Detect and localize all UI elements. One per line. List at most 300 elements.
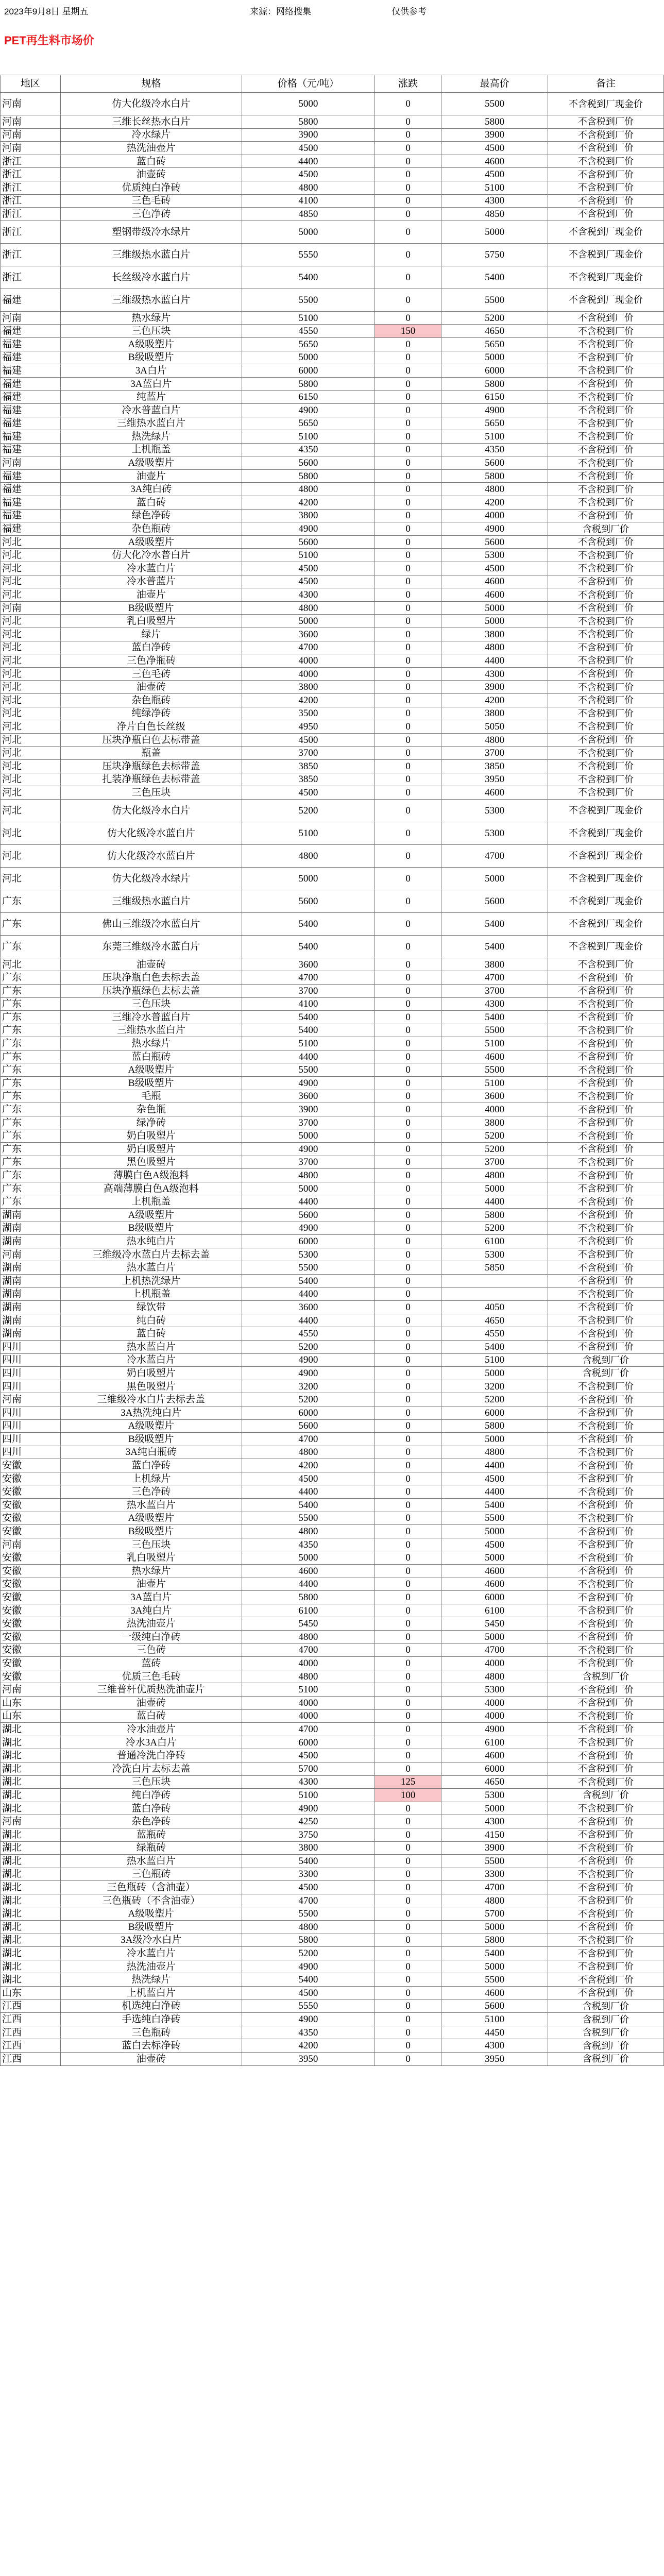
cell-remark: 不含税到厂价 xyxy=(548,1565,663,1578)
table-row xyxy=(1,1921,664,1934)
cell-region: 河北 xyxy=(1,681,61,694)
cell-region: 河北 xyxy=(1,786,61,800)
cell-price: 5200 xyxy=(242,799,374,822)
cell-spec: 三维级热水蓝白片 xyxy=(60,243,242,266)
cell-price: 3850 xyxy=(242,773,374,786)
cell-spec: 油壶砖 xyxy=(60,958,242,971)
cell-remark: 不含税到厂价 xyxy=(548,115,663,129)
cell-price: 5500 xyxy=(242,1063,374,1077)
cell-price: 5100 xyxy=(242,1683,374,1697)
cell-change: 0 xyxy=(374,1050,441,1063)
cell-region: 河北 xyxy=(1,588,61,602)
cell-spec: A级吸塑片 xyxy=(60,337,242,351)
cell-spec: 3A级冷水白片 xyxy=(60,1934,242,1947)
cell-spec: 瓶盖 xyxy=(60,747,242,760)
cell-high: 4500 xyxy=(441,1472,548,1485)
table-row xyxy=(1,971,664,985)
cell-change: 0 xyxy=(374,822,441,844)
cell-spec: 3A蓝白片 xyxy=(60,377,242,391)
table-row xyxy=(1,1657,664,1670)
cell-high: 5700 xyxy=(441,1907,548,1921)
cell-change: 0 xyxy=(374,615,441,628)
table-row xyxy=(1,1050,664,1063)
cell-spec: 油壶片 xyxy=(60,588,242,602)
table-row xyxy=(1,1222,664,1235)
cell-spec: 杂色瓶砖 xyxy=(60,693,242,707)
cell-spec: 热水蓝白片 xyxy=(60,1340,242,1353)
cell-price: 4700 xyxy=(242,971,374,985)
cell-high: 6100 xyxy=(441,1604,548,1617)
cell-remark: 不含税到厂价 xyxy=(548,181,663,194)
cell-remark: 不含税到厂价 xyxy=(548,1393,663,1406)
cell-spec: 黑色吸塑片 xyxy=(60,1156,242,1169)
cell-spec: 上机蓝白片 xyxy=(60,1987,242,2000)
table-row xyxy=(1,747,664,760)
cell-remark: 不含税到厂价 xyxy=(548,364,663,378)
cell-high: 3800 xyxy=(441,628,548,641)
cell-price: 5400 xyxy=(242,912,374,935)
cell-spec: A级吸塑片 xyxy=(60,1063,242,1077)
cell-spec: 冷水普蓝片 xyxy=(60,575,242,588)
cell-change: 0 xyxy=(374,483,441,496)
cell-region: 安徽 xyxy=(1,1525,61,1538)
table-row xyxy=(1,1077,664,1090)
cell-spec: 三色压块 xyxy=(60,786,242,800)
cell-high: 6000 xyxy=(441,1406,548,1419)
cell-region: 湖北 xyxy=(1,1960,61,1973)
table-row xyxy=(1,1063,664,1077)
cell-remark: 不含税到厂价 xyxy=(548,1287,663,1301)
cell-change: 0 xyxy=(374,1393,441,1406)
cell-high: 4700 xyxy=(441,1881,548,1894)
cell-region: 广东 xyxy=(1,1063,61,1077)
cell-spec: 东莞三维级冷水蓝白片 xyxy=(60,935,242,958)
table-row xyxy=(1,325,664,338)
cell-high: 4150 xyxy=(441,1828,548,1841)
cell-remark: 不含税到厂价 xyxy=(548,208,663,221)
cell-remark: 不含税到厂现金价 xyxy=(548,243,663,266)
cell-region: 江西 xyxy=(1,2013,61,2026)
cell-high: 3200 xyxy=(441,1380,548,1393)
cell-change: 0 xyxy=(374,997,441,1011)
table-row xyxy=(1,391,664,404)
cell-region: 湖北 xyxy=(1,1775,61,1789)
cell-high: 4600 xyxy=(441,1578,548,1591)
cell-region: 安徽 xyxy=(1,1578,61,1591)
cell-high: 4600 xyxy=(441,786,548,800)
cell-spec: 三维冷水普蓝白片 xyxy=(60,1011,242,1024)
cell-region: 湖北 xyxy=(1,1947,61,1960)
cell-region: 福建 xyxy=(1,522,61,536)
cell-high: 4450 xyxy=(441,2026,548,2039)
table-row xyxy=(1,628,664,641)
cell-change: 0 xyxy=(374,1643,441,1657)
cell-spec: 绿净砖 xyxy=(60,1116,242,1129)
cell-spec: 蓝白砖 xyxy=(60,1327,242,1341)
cell-high: 5300 xyxy=(441,1789,548,1802)
cell-high: 5600 xyxy=(441,535,548,549)
cell-spec: 上机热洗绿片 xyxy=(60,1274,242,1287)
cell-high: 5850 xyxy=(441,1261,548,1275)
cell-region: 湖北 xyxy=(1,1802,61,1815)
cell-remark: 不含税到厂现金价 xyxy=(548,799,663,822)
cell-change: 0 xyxy=(374,1709,441,1723)
cell-region: 广东 xyxy=(1,997,61,1011)
cell-high: 5500 xyxy=(441,1063,548,1077)
table-row xyxy=(1,1353,664,1367)
cell-price: 5000 xyxy=(242,1182,374,1195)
cell-high: 4000 xyxy=(441,509,548,522)
cell-price: 5400 xyxy=(242,1855,374,1868)
cell-region: 河北 xyxy=(1,707,61,720)
cell-change: 0 xyxy=(374,377,441,391)
cell-change: 0 xyxy=(374,1538,441,1551)
cell-price: 4200 xyxy=(242,1459,374,1472)
table-row xyxy=(1,707,664,720)
cell-price: 4400 xyxy=(242,1578,374,1591)
cell-price: 4700 xyxy=(242,1894,374,1907)
cell-remark: 不含税到厂价 xyxy=(548,601,663,615)
cell-price: 5000 xyxy=(242,1129,374,1143)
cell-change: 0 xyxy=(374,181,441,194)
cell-change: 0 xyxy=(374,311,441,325)
cell-price: 4400 xyxy=(242,1485,374,1499)
cell-remark: 不含税到厂价 xyxy=(548,971,663,985)
cell-region: 四川 xyxy=(1,1433,61,1446)
cell-spec: 蓝白瓶砖 xyxy=(60,1050,242,1063)
cell-spec: 长丝级冷水蓝白片 xyxy=(60,266,242,289)
table-row xyxy=(1,1789,664,1802)
cell-price: 5550 xyxy=(242,1999,374,2013)
table-row xyxy=(1,522,664,536)
table-row xyxy=(1,1855,664,1868)
table-row xyxy=(1,844,664,867)
cell-region: 河北 xyxy=(1,747,61,760)
cell-high: 4650 xyxy=(441,1314,548,1327)
cell-price: 5300 xyxy=(242,1248,374,1261)
cell-spec: 油壶砖 xyxy=(60,1696,242,1709)
cell-high: 3900 xyxy=(441,1841,548,1855)
cell-price: 3700 xyxy=(242,747,374,760)
cell-region: 四川 xyxy=(1,1419,61,1433)
cell-change: 0 xyxy=(374,1987,441,2000)
cell-spec: 仿大化级冷水白片 xyxy=(60,799,242,822)
cell-price: 4200 xyxy=(242,693,374,707)
header-bar xyxy=(0,0,664,21)
cell-change: 0 xyxy=(374,364,441,378)
cell-region: 浙江 xyxy=(1,168,61,181)
table-row xyxy=(1,1340,664,1353)
cell-spec: 纯白净砖 xyxy=(60,1789,242,1802)
cell-spec: 油壶片 xyxy=(60,469,242,483)
cell-remark: 不含税到厂价 xyxy=(548,1617,663,1631)
table-row xyxy=(1,181,664,194)
cell-region: 湖南 xyxy=(1,1222,61,1235)
cell-price: 4300 xyxy=(242,588,374,602)
cell-region: 湖北 xyxy=(1,1907,61,1921)
cell-region: 河南 xyxy=(1,311,61,325)
cell-high: 5000 xyxy=(441,1525,548,1538)
cell-region: 河南 xyxy=(1,601,61,615)
cell-high: 3800 xyxy=(441,958,548,971)
table-row xyxy=(1,1301,664,1314)
table-row xyxy=(1,1143,664,1156)
cell-price: 4700 xyxy=(242,1433,374,1446)
cell-price: 3600 xyxy=(242,958,374,971)
cell-remark: 不含税到厂价 xyxy=(548,1261,663,1275)
table-row xyxy=(1,1261,664,1275)
cell-spec: 杂色净砖 xyxy=(60,1815,242,1828)
table-row xyxy=(1,1248,664,1261)
cell-region: 浙江 xyxy=(1,243,61,266)
cell-spec: 三色压块 xyxy=(60,1775,242,1789)
cell-region: 湖南 xyxy=(1,1261,61,1275)
cell-spec: 冷水蓝白片 xyxy=(60,1947,242,1960)
table-row xyxy=(1,773,664,786)
cell-price: 4700 xyxy=(242,641,374,654)
cell-region: 广东 xyxy=(1,1195,61,1209)
table-row xyxy=(1,693,664,707)
table-row xyxy=(1,1485,664,1499)
column-header-spec: 规格 xyxy=(60,75,242,93)
cell-high: 4300 xyxy=(441,667,548,681)
table-row xyxy=(1,115,664,129)
cell-change: 0 xyxy=(374,759,441,773)
cell-change: 0 xyxy=(374,1287,441,1301)
cell-spec: 冷水蓝白片 xyxy=(60,562,242,575)
cell-change: 0 xyxy=(374,1696,441,1709)
cell-spec: 蓝瓶砖 xyxy=(60,1828,242,1841)
table-row xyxy=(1,1393,664,1406)
cell-spec: 毛瓶 xyxy=(60,1090,242,1103)
cell-high: 5500 xyxy=(441,93,548,115)
cell-spec: 三维级热水蓝白片 xyxy=(60,289,242,311)
cell-spec: 热洗油壶片 xyxy=(60,1617,242,1631)
cell-spec: 3A蓝白片 xyxy=(60,1591,242,1604)
cell-high: 3950 xyxy=(441,773,548,786)
cell-high: 4600 xyxy=(441,1565,548,1578)
cell-region: 河北 xyxy=(1,549,61,562)
cell-change: 0 xyxy=(374,935,441,958)
cell-remark: 不含税到厂价 xyxy=(548,733,663,747)
cell-high: 5600 xyxy=(441,890,548,912)
cell-spec: 手选纯白净砖 xyxy=(60,2013,242,2026)
cell-spec: 纯绿净砖 xyxy=(60,707,242,720)
cell-spec: 绿色净砖 xyxy=(60,509,242,522)
cell-high: 5500 xyxy=(441,1855,548,1868)
cell-change: 0 xyxy=(374,115,441,129)
cell-change: 0 xyxy=(374,1446,441,1459)
cell-price: 4500 xyxy=(242,575,374,588)
cell-spec: 三维热水蓝白片 xyxy=(60,1024,242,1037)
cell-high: 5400 xyxy=(441,1011,548,1024)
table-row xyxy=(1,1828,664,1841)
cell-change: 0 xyxy=(374,1024,441,1037)
cell-region: 江西 xyxy=(1,2039,61,2053)
cell-spec: 上机瓶盖 xyxy=(60,1287,242,1301)
cell-remark: 不含税到厂价 xyxy=(548,786,663,800)
cell-remark: 不含税到厂价 xyxy=(548,1248,663,1261)
cell-change: 0 xyxy=(374,971,441,985)
cell-region: 广东 xyxy=(1,890,61,912)
cell-remark: 不含税到厂价 xyxy=(548,1775,663,1789)
cell-remark: 不含税到厂价 xyxy=(548,142,663,155)
cell-spec: 乳白吸塑片 xyxy=(60,615,242,628)
cell-region: 河北 xyxy=(1,562,61,575)
cell-price: 3900 xyxy=(242,1103,374,1116)
cell-spec: 三色净砖 xyxy=(60,208,242,221)
cell-high: 5100 xyxy=(441,1353,548,1367)
cell-spec: B级吸塑片 xyxy=(60,1077,242,1090)
cell-spec: 仿大化级冷水蓝白片 xyxy=(60,822,242,844)
cell-remark: 不含税到厂价 xyxy=(548,773,663,786)
cell-change: 0 xyxy=(374,575,441,588)
cell-remark: 不含税到厂价 xyxy=(548,311,663,325)
cell-region: 浙江 xyxy=(1,208,61,221)
table-row xyxy=(1,1512,664,1525)
cell-region: 湖南 xyxy=(1,1314,61,1327)
cell-remark: 不含税到厂价 xyxy=(548,1011,663,1024)
cell-region: 安徽 xyxy=(1,1551,61,1565)
cell-high: 5650 xyxy=(441,417,548,430)
cell-high: 5100 xyxy=(441,1037,548,1050)
table-row xyxy=(1,1235,664,1248)
cell-remark: 含税到厂价 xyxy=(548,1789,663,1802)
cell-price: 3600 xyxy=(242,1090,374,1103)
cell-region: 湖北 xyxy=(1,1828,61,1841)
cell-high: 3800 xyxy=(441,1116,548,1129)
cell-region: 河南 xyxy=(1,128,61,142)
cell-change: 0 xyxy=(374,1525,441,1538)
cell-price: 4800 xyxy=(242,1525,374,1538)
cell-remark: 含税到厂价 xyxy=(548,1367,663,1380)
table-row xyxy=(1,1459,664,1472)
table-row xyxy=(1,1907,664,1921)
cell-region: 浙江 xyxy=(1,181,61,194)
cell-change: 0 xyxy=(374,786,441,800)
table-row xyxy=(1,311,664,325)
cell-change: 0 xyxy=(374,1907,441,1921)
cell-region: 河北 xyxy=(1,844,61,867)
cell-high: 5750 xyxy=(441,243,548,266)
cell-change: 0 xyxy=(374,1406,441,1419)
cell-high: 6100 xyxy=(441,1736,548,1749)
cell-region: 湖北 xyxy=(1,1881,61,1894)
cell-price: 5500 xyxy=(242,1512,374,1525)
table-row xyxy=(1,1446,664,1459)
cell-spec: A级吸塑片 xyxy=(60,456,242,470)
cell-change: 0 xyxy=(374,681,441,694)
cell-change: 0 xyxy=(374,1881,441,1894)
table-row xyxy=(1,1433,664,1446)
cell-high: 5500 xyxy=(441,1512,548,1525)
cell-change: 0 xyxy=(374,1565,441,1578)
cell-remark: 不含税到厂价 xyxy=(548,1406,663,1419)
table-row xyxy=(1,2053,664,2066)
cell-change: 0 xyxy=(374,1934,441,1947)
cell-price: 4200 xyxy=(242,496,374,510)
cell-spec: 热洗绿片 xyxy=(60,1973,242,1987)
cell-region: 福建 xyxy=(1,403,61,417)
cell-price: 3700 xyxy=(242,1156,374,1169)
cell-change: 0 xyxy=(374,155,441,168)
column-header-change: 涨跌 xyxy=(374,75,441,93)
cell-change: 0 xyxy=(374,562,441,575)
cell-spec: B级吸塑片 xyxy=(60,1525,242,1538)
cell-high: 4800 xyxy=(441,1670,548,1683)
cell-price: 3500 xyxy=(242,707,374,720)
cell-remark: 不含税到厂价 xyxy=(548,1973,663,1987)
cell-high: 5000 xyxy=(441,1960,548,1973)
cell-price: 3800 xyxy=(242,1841,374,1855)
table-row xyxy=(1,1090,664,1103)
cell-high: 5200 xyxy=(441,311,548,325)
table-body xyxy=(1,93,664,2066)
cell-high: 4800 xyxy=(441,483,548,496)
cell-change: 0 xyxy=(374,984,441,997)
cell-change: 0 xyxy=(374,1736,441,1749)
cell-high xyxy=(441,1274,548,1287)
cell-change: 0 xyxy=(374,1222,441,1235)
cell-high: 5800 xyxy=(441,1419,548,1433)
cell-change: 0 xyxy=(374,351,441,364)
cell-remark: 不含税到厂价 xyxy=(548,1907,663,1921)
cell-region: 安徽 xyxy=(1,1643,61,1657)
cell-price: 4900 xyxy=(242,2013,374,2026)
cell-price: 4500 xyxy=(242,733,374,747)
cell-region: 广东 xyxy=(1,1169,61,1182)
cell-remark: 不含税到厂价 xyxy=(548,1512,663,1525)
cell-price: 4400 xyxy=(242,1314,374,1327)
table-row xyxy=(1,681,664,694)
cell-high: 3900 xyxy=(441,128,548,142)
cell-remark: 不含税到厂价 xyxy=(548,1024,663,1037)
cell-price: 5600 xyxy=(242,456,374,470)
table-row xyxy=(1,1775,664,1789)
table-row xyxy=(1,142,664,155)
cell-high: 4000 xyxy=(441,1103,548,1116)
cell-price: 5200 xyxy=(242,1340,374,1353)
table-row xyxy=(1,1881,664,1894)
table-row xyxy=(1,1643,664,1657)
cell-price: 4000 xyxy=(242,1657,374,1670)
cell-region: 福建 xyxy=(1,391,61,404)
cell-spec: 油壶砖 xyxy=(60,681,242,694)
table-row xyxy=(1,1419,664,1433)
cell-spec: 高端薄膜白色A级泡料 xyxy=(60,1182,242,1195)
table-row xyxy=(1,720,664,734)
cell-price: 3800 xyxy=(242,681,374,694)
cell-change: 0 xyxy=(374,443,441,456)
table-row xyxy=(1,430,664,444)
cell-spec: 冷洗白片去标去盖 xyxy=(60,1762,242,1775)
cell-region: 福建 xyxy=(1,443,61,456)
table-row xyxy=(1,1868,664,1881)
cell-change: 0 xyxy=(374,266,441,289)
cell-high: 4400 xyxy=(441,1485,548,1499)
cell-high: 5500 xyxy=(441,289,548,311)
cell-remark: 不含税到厂价 xyxy=(548,1063,663,1077)
cell-region: 四川 xyxy=(1,1380,61,1393)
cell-price: 3300 xyxy=(242,1868,374,1881)
cell-spec: 冷水3A白片 xyxy=(60,1736,242,1749)
cell-price: 4300 xyxy=(242,1775,374,1789)
cell-high: 4800 xyxy=(441,1169,548,1182)
cell-region: 湖南 xyxy=(1,1287,61,1301)
cell-spec: 奶白吸塑片 xyxy=(60,1367,242,1380)
cell-high: 4650 xyxy=(441,1775,548,1789)
cell-price: 5600 xyxy=(242,535,374,549)
